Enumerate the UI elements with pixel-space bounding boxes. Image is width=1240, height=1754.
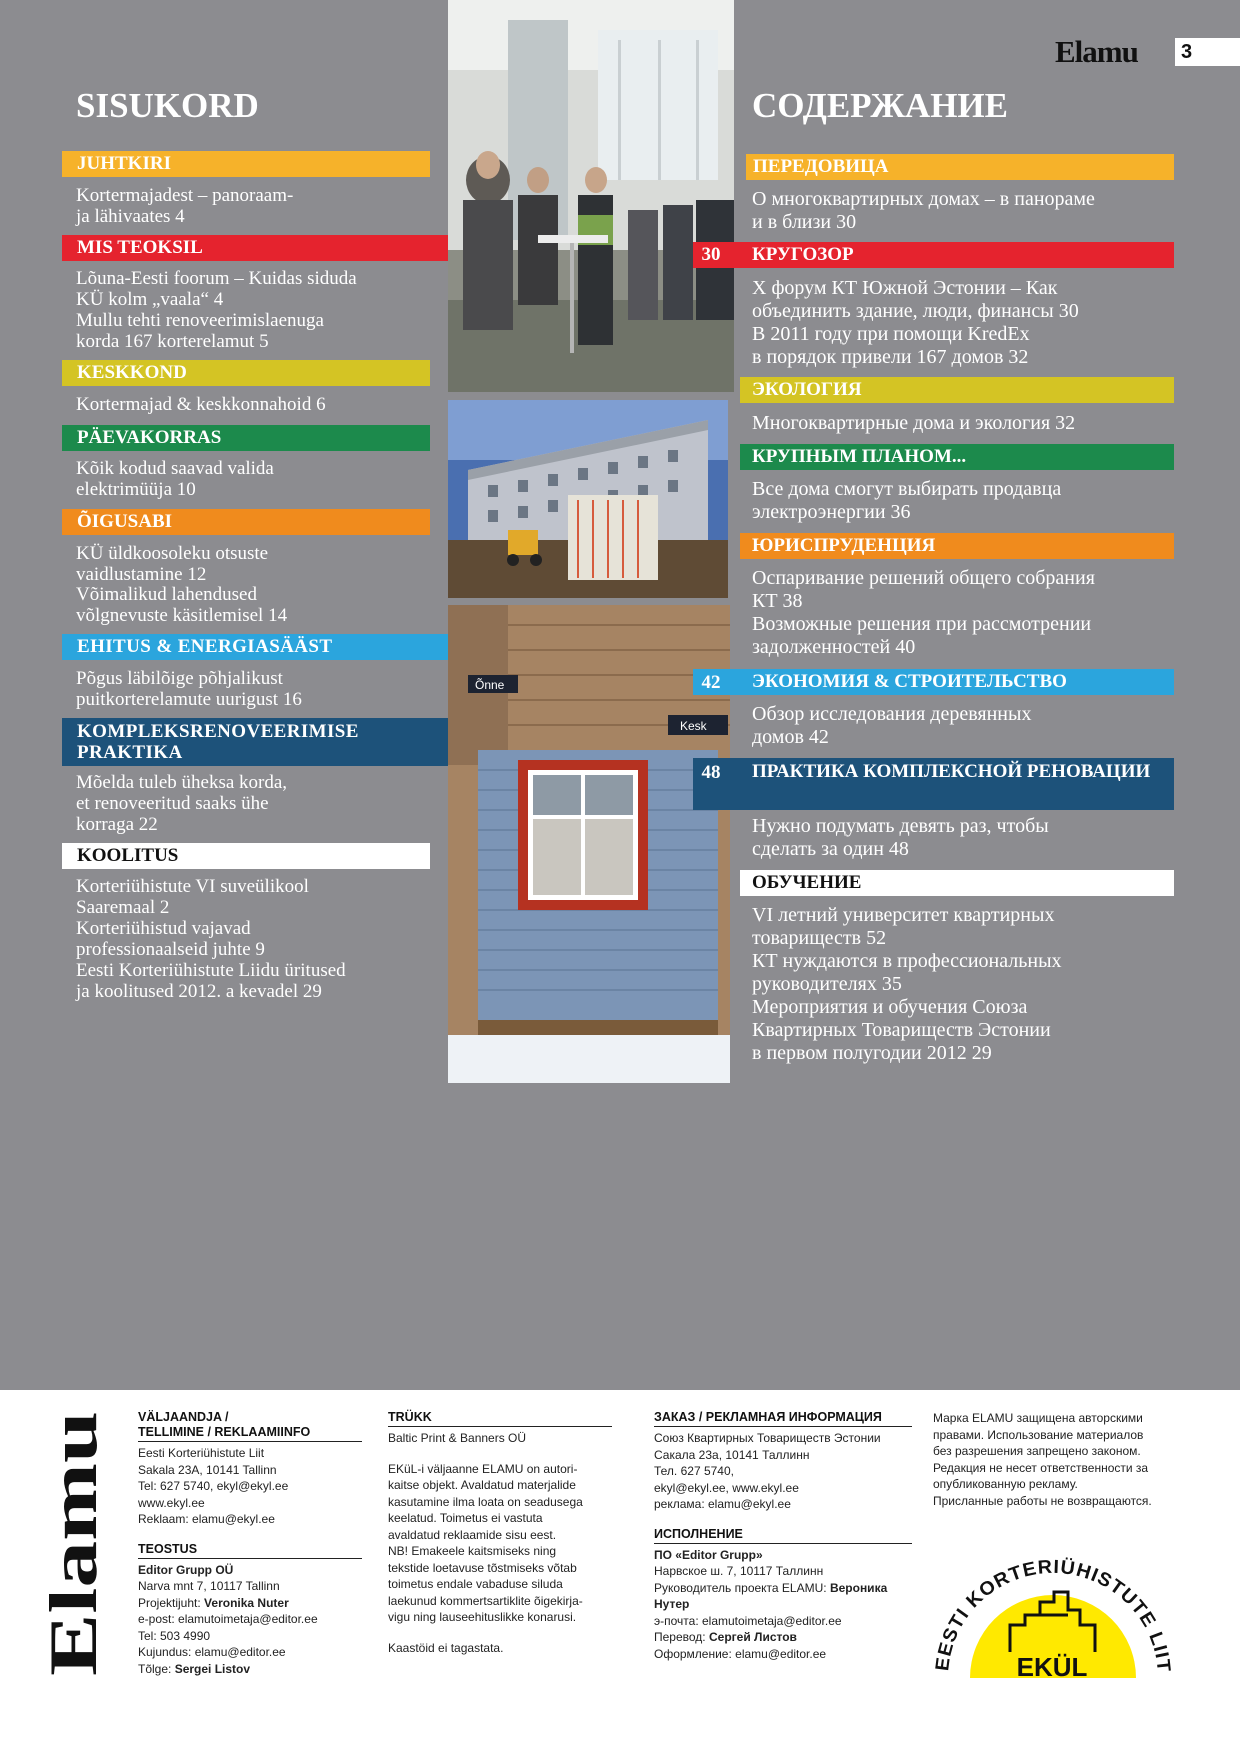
toc-item-rukovoditeli[interactable]: КТ нуждаются в профессиональных руководителях 35 [752, 950, 1062, 995]
toc-section-peredovitsa[interactable]: ПЕРЕДОВИЦА [746, 154, 1174, 180]
execution-ru-address: Нарвское ш. 7, 10117 Таллинн [654, 1564, 824, 1578]
page-number: 3 [1175, 38, 1240, 66]
toc-section-paevakorras[interactable]: PÄEVAKORRAS [62, 425, 430, 451]
toc-item-kredex[interactable]: В 2011 году при помощи KredEx в порядок привели 167 домов 32 [752, 323, 1030, 368]
street-sign-kesk: Kesk [680, 719, 707, 733]
logo-arc-text: EESTI KORTERIÜHISTUTE LIIT [932, 1556, 1174, 1674]
toc-section-ekonomiya[interactable]: ЭКОНОМИЯ & СТРОИТЕЛЬСТВО [693, 669, 1174, 695]
toc-item-panorama[interactable]: О многоквартирных домах – в панораме и в близи 30 [752, 188, 1095, 233]
order-ru-web[interactable]: ekyl@ekyl.ee, www.ekyl.ee [654, 1480, 799, 1495]
toc-item-derevyannye-doma[interactable]: Обзор исследования деревянных домов 42 [752, 703, 1032, 748]
conference-photo [448, 0, 734, 392]
magazine-logo: Elamu [1055, 34, 1138, 69]
toc-item-uritused[interactable]: Eesti Korteriühistute Liidu üritused ja koolitused 2012. a kevadel 29 [76, 960, 346, 1002]
street-sign-onne: Õnne [475, 678, 505, 692]
toc-section-page: 48 [701, 762, 721, 783]
toc-item-osparivanie[interactable]: Оспаривание решений общего собрания КТ 38 [752, 567, 1095, 612]
toc-item-juhid[interactable]: Korteriühistud vajavad professionaalseid juhte 9 [76, 918, 265, 960]
publisher-name: Eesti Korteriühistute Liit [138, 1446, 265, 1460]
toc-item-keskkonnahoid[interactable]: Kortermajad & keskkonnahoid 6 [76, 394, 326, 415]
publisher-website[interactable]: www.ekyl.ee [138, 1495, 205, 1510]
toc-section-keskkond[interactable]: KESKKOND [62, 360, 430, 386]
print-heading: TRÜKK [388, 1410, 612, 1427]
toc-section-kompleksrenoveerimine[interactable]: KOMPLEKSRENOVEERIMISE PRAKTIKA [62, 718, 478, 766]
toc-item-universitet[interactable]: VI летний университет квартирных товариществ 52 [752, 904, 1055, 949]
order-ru-heading: ЗАКАЗ / РЕКЛАМНАЯ ИНФОРМАЦИЯ [654, 1410, 912, 1427]
footer-publisher-column [138, 1410, 362, 1677]
toc-section-koolitus[interactable]: KOOLITUS [62, 843, 430, 869]
footer-order-ru-column [654, 1410, 912, 1662]
toc-item-forum[interactable]: X форум КТ Южной Эстонии – Как объединить здание, люди, финансы 30 [752, 277, 1079, 322]
publisher-ads-email[interactable]: Reklaam: elamu@ekyl.ee [138, 1512, 275, 1526]
execution-ru-translation: Перевод: Сергей Листов [654, 1630, 797, 1644]
execution-ru-email[interactable]: э-почта: elamutoimetaja@editor.ee [654, 1613, 842, 1628]
submissions-disclaimer: Kaastöid ei tagastata. [388, 1640, 504, 1655]
toc-section-ekologiya[interactable]: ЭКОЛОГИЯ [740, 377, 1174, 403]
execution-ru-company: ПО «Editor Grupp» [654, 1547, 763, 1562]
execution-ru-manager: Руководитель проекта ELAMU: Вероника [654, 1580, 888, 1595]
order-ru-phone: Тел. 627 5740, [654, 1464, 734, 1478]
toc-section-oigusabi[interactable]: ÕIGUSABI [62, 509, 430, 535]
toc-item-uheksa-korda[interactable]: Mõelda tuleb üheksa korda, et renoveeritud saaks ühe korraga 22 [76, 772, 288, 835]
toc-section-praktika-renovatsii[interactable]: ПРАКТИКА КОМПЛЕКСНОЙ РЕНОВАЦИИ [693, 758, 1174, 810]
russian-toc-title: СОДЕРЖАНИЕ [752, 86, 1009, 125]
publisher-heading-2: TELLIMINE / REKLAAMIINFO [138, 1425, 362, 1442]
publisher-address: Sakala 23A, 10141 Tallinn [138, 1462, 277, 1477]
order-ru-ads[interactable]: реклама: elamu@ekyl.ee [654, 1497, 791, 1511]
publisher-phone[interactable]: Tel: 627 5740, ekyl@ekyl.ee [138, 1479, 289, 1493]
ekyl-logo [930, 1530, 1175, 1680]
producer-manager: Projektijuht: Veronika Nuter [138, 1595, 289, 1610]
producer-design[interactable]: Kujundus: elamu@editor.ee [138, 1645, 286, 1659]
producer-phone: Tel: 503 4990 [138, 1628, 211, 1643]
publisher-heading: VÄLJAANDJA / [138, 1410, 229, 1424]
logo-abbreviation: EKÜL [1016, 1652, 1088, 1680]
footer-copyright-ru: Марка ELAMU защищена авторскими правами. Использование материалов без разрешения запрещено законом. Редакция не несет ответственности за опубликованную рекламу. Присланные работы не возвращаются. [933, 1411, 1152, 1508]
toc-item-suveulikool[interactable]: Korteriühistute VI suveülikool Saaremaal 2 [76, 876, 309, 918]
toc-section-krupnym-planom[interactable]: КРУПНЫМ ПЛАНОМ... [740, 444, 1174, 470]
execution-ru-manager-surname: Нутер [654, 1597, 690, 1611]
toc-section-page: 42 [701, 672, 721, 693]
producer-address: Narva mnt 7, 10117 Tallinn [138, 1579, 280, 1593]
producer-heading: TEOSTUS [138, 1542, 362, 1559]
toc-section-obuchenie[interactable]: ОБУЧЕНИЕ [740, 870, 1174, 896]
toc-section-mis-teoksil[interactable]: MIS TEOKSIL [62, 235, 488, 261]
order-ru-name: Союз Квартирных Товариществ Эстонии [654, 1431, 881, 1445]
toc-item-ekologiya[interactable]: Многоквартирные дома и экология 32 [752, 412, 1076, 434]
toc-item-puitkorterelamud[interactable]: Põgus läbilõige põhjalikust puitkorterelamute uurigust 16 [76, 668, 302, 710]
elamu-vertical-logo [35, 1408, 111, 1678]
toc-section-ehitus[interactable]: EHITUS & ENERGIASÄÄST [62, 634, 478, 660]
toc-item-volgnevused[interactable]: Võimalikud lahendused võlgnevuste käsitlemisel 14 [76, 584, 288, 626]
toc-item-devyat-raz[interactable]: Нужно подумать девять раз, чтобы сделать за один 48 [752, 815, 1049, 860]
wooden-house-photo [448, 605, 730, 1083]
order-ru-address: Сакала 23а, 10141 Таллинн [654, 1447, 810, 1462]
toc-item-elektroenergiya[interactable]: Все дома смогут выбирать продавца электроэнергии 36 [752, 478, 1062, 523]
toc-section-page: 30 [701, 244, 721, 265]
toc-item-meropriyatiya[interactable]: Мероприятия и обучения Союза Квартирных Товариществ Эстонии в первом полугодии 2012 29 [752, 996, 1051, 1064]
toc-item-juhtkiri[interactable]: Kortermajadest – panoraam- ja lähivaates 4 [76, 185, 294, 227]
toc-item-zadolzhennosti[interactable]: Возможные решения при рассмотрении задолженностей 40 [752, 613, 1092, 658]
print-company: Baltic Print & Banners OÜ [388, 1431, 527, 1445]
elamu-vertical-text: Elamu [35, 1483, 111, 1676]
copyright-notice: EKüL-i väljaanne ELAMU on autori- kaitse objekt. Avaldatud materjalide kasutamine ilma loata on seadusega keelatud. Toimetus ei vastuta avaldatud reklaamide sisu eest. NB! Emakeele kaitsmiseks ning tekstide loetavuse tõstmiseks võtab toimetus endale vabaduse siluda laekunud kommertsartiklite õigekirja- vigu ning lauseehituslikke konarusi. [388, 1461, 583, 1624]
toc-item-elektrimuuja[interactable]: Kõik kodud saavad valida elektrimüüja 10 [76, 458, 274, 500]
producer-translation: Tõlge: Sergei Listov [138, 1661, 251, 1676]
estonian-toc-title: SISUKORD [76, 86, 259, 125]
toc-section-yurisprudentsiya[interactable]: ЮРИСПРУДЕНЦИЯ [740, 533, 1174, 559]
toc-item-uldkoosolek[interactable]: KÜ üldkoosoleku otsuste vaidlustamine 12 [76, 543, 269, 585]
execution-ru-design[interactable]: Оформление: elamu@editor.ee [654, 1646, 827, 1661]
apartment-building-photo [448, 400, 728, 598]
producer-email[interactable]: e-post: elamutoimetaja@editor.ee [138, 1612, 318, 1626]
footer-print-column [388, 1410, 612, 1656]
toc-section-krugozor[interactable]: КРУГОЗОР [693, 242, 1174, 268]
toc-item-renoveerimislaen[interactable]: Mullu tehti renoveerimislaenuga korda 167 korterelamut 5 [76, 310, 324, 352]
execution-ru-heading: ИСПОЛНЕНИЕ [654, 1527, 912, 1544]
producer-company: Editor Grupp OÜ [138, 1562, 234, 1577]
toc-section-juhtkiri[interactable]: JUHTKIRI [62, 151, 430, 177]
toc-item-foorum[interactable]: Lõuna-Eesti foorum – Kuidas siduda KÜ kolm „vaala“ 4 [76, 268, 357, 310]
